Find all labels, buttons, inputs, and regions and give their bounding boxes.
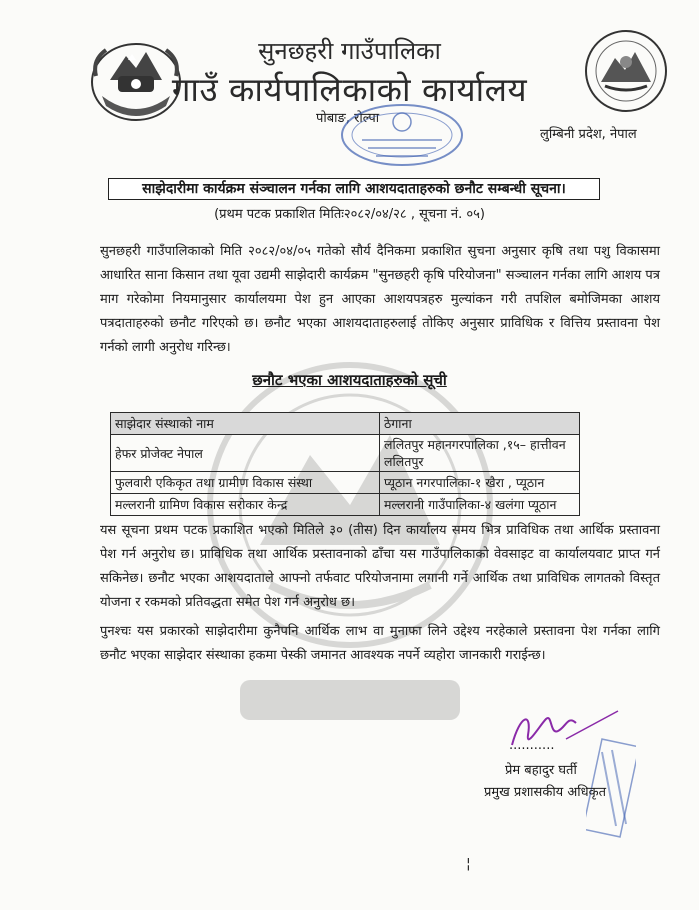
partner-name: फुलवारी एकिकृत तथा ग्रामीण विकास संस्था: [111, 472, 380, 494]
office-stamp-icon: [338, 100, 466, 170]
signature-line: ...........: [509, 738, 555, 753]
table-header-row: [111, 413, 580, 435]
table-row: [111, 435, 580, 472]
page-mark: ¦: [466, 856, 471, 872]
column-header-name: साझेदार संस्थाको नाम: [111, 413, 380, 435]
partner-name: मल्लरानी ग्रामिण विकास सरोकार केन्द्र: [111, 494, 380, 516]
notice-title: साझेदारीमा कार्यक्रम संञ्चालन गर्नका लागि आशयदाताहरुको छनौट सम्बन्धी सूचना।: [108, 178, 600, 200]
selected-partners-table: [110, 412, 580, 516]
table-row: [111, 494, 580, 516]
signatory-title: प्रमुख प्रशासकीय अधिकृत: [484, 785, 607, 800]
partner-address: मल्लरानी गाउँपालिका-४ खलंगा प्यूठान: [380, 494, 580, 516]
publication-info: (प्रथम पटक प्रकाशित मितिः२०८२/०४/२८ , सूचना नं. ०५): [214, 207, 485, 222]
list-title: छनौट भएका आशयदाताहरुको सूची: [252, 371, 447, 389]
province-label: लुम्बिनी प्रदेश, नेपाल: [540, 127, 637, 142]
partner-name: हेफर प्रोजेक्ट नेपाल: [111, 435, 380, 472]
office-address: पोबाङ, रोल्पा: [316, 111, 380, 126]
column-header-address: ठेगाना: [380, 413, 580, 435]
table-row: [111, 472, 580, 494]
partner-address: ललितपुर महानगरपालिका ,१५– हात्तीवन ललितपुर: [380, 435, 580, 472]
notice-paragraph-2: यस सूचना प्रथम पटक प्रकाशित भएको मितिले ३० (तीस) दिन कार्यालय समय भित्र प्राविधिक तथा आर्थिक प्रस्तावना पेश गर्न अनुरोध छ। प्राविधिक तथा आर्थिक प्रस्तावनाको ढाँचा यस गाउँपालिकाको वेवसाइट वा कार्यालयवाट प्राप्त गर्न सकिनेछ। छनौट भएका आशयदाताले आफ्नो तर्फवाट परियोजनामा लगानी गर्ने आर्थिक तथा प्राविधिक लागतको विस्तृत योजना र रकमको प्रतिवद्धता समेत पेश गर्न अनुरोध छ।: [100, 523, 660, 610]
signatory-name: प्रेम बहादुर घर्ती: [505, 763, 577, 778]
partner-address: प्यूठान नगरपालिका-१ खैरा , प्यूठान: [380, 472, 580, 494]
notice-paragraph-3: पुनश्चः यस प्रकारको साझेदारीमा कुनैपनि आर्थिक लाभ वा मुनाफा लिने उद्देश्य नरहेकाले प्रस्तावना पेश गर्नका लागि छनौट भएका साझेदार संस्थाका हकमा पेस्की जमानत आवश्यक नपर्ने व्यहोरा जानकारी गराईन्छ।: [100, 624, 660, 663]
notice-paragraph-1: सुनछहरी गाउँपालिकाको मिति २०८२/०४/०५ गतेको सौर्य दैनिकमा प्रकाशित सुचना अनुसार कृषि तथा पशु विकासमा आधारित साना किसान तथा यूवा उद्यमी साझेदारी कार्यक्रम "सुनछहरी कृषि परियोजना" सञ्चालन गर्नका लागि आशय पत्र माग गरेकोमा नियमानुसार कार्यालयमा पेश हुन आएका आशयपत्रहरु मुल्यांकन गरी तपशिल बमोजिमका आशय पत्रदाताहरुको छनौट गरिएको छ। छनौट भएका आशयदाताहरुलाई तोकिए अनुसार प्राविधिक र वित्तिय प्रस्तावना पेश गर्नको लागी अनुरोध गरिन्छ।: [100, 244, 660, 355]
municipality-name: सुनछहरी गाउँपालिका: [258, 37, 441, 65]
office-name: गाउँ कार्यपालिकाको कार्यालय: [171, 70, 528, 109]
